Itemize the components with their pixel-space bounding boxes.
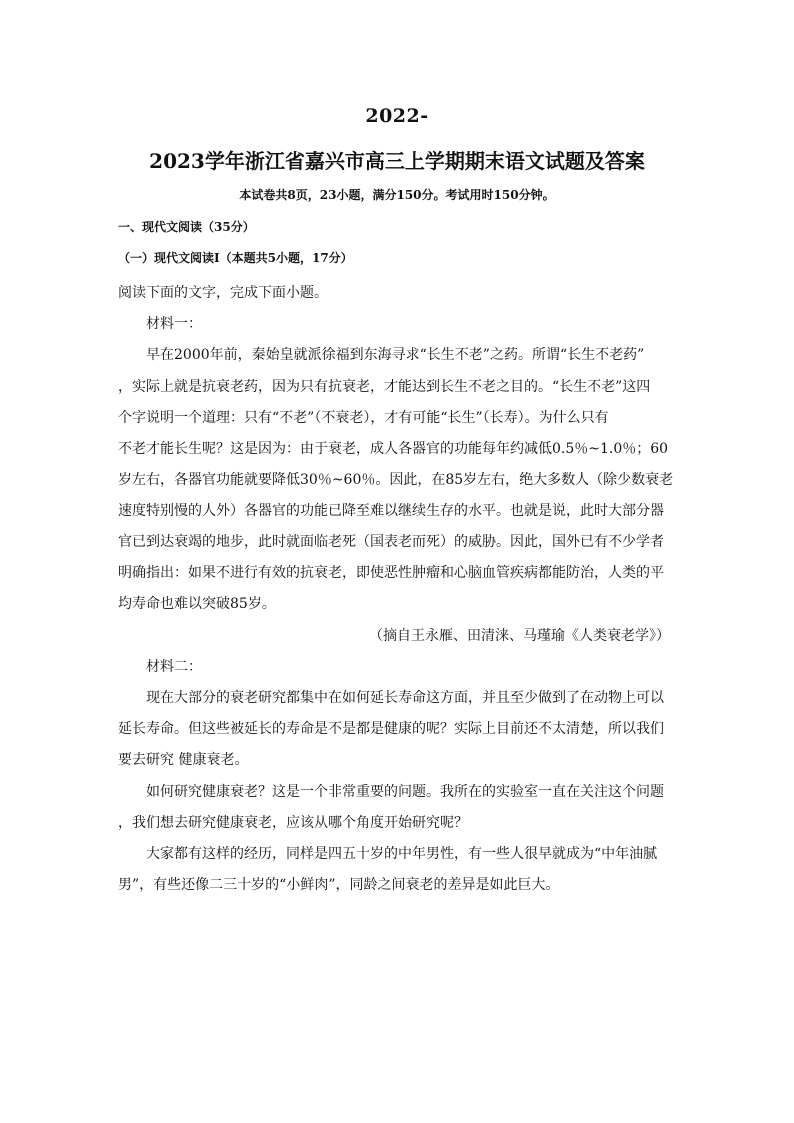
material2-line: 延长寿命。但这些被延长的寿命是不是都是健康的呢？实际上目前还不太清楚，所以我们	[118, 721, 664, 737]
material2-line: 男”，有些还像二三十岁的“小鲜肉”，同龄之间衰老的差异是如此巨大。	[118, 877, 560, 893]
material1-line: 均寿命也难以突破85岁。	[118, 596, 276, 612]
material2-line: 要去研究 健康衰老。	[118, 752, 249, 768]
material1-line: 不老才能长生呢？这是因为：由于衰老，成人各器官的功能每年约减低0.5％~1.0％；60	[118, 441, 669, 457]
material1-label: 材料一：	[146, 316, 202, 332]
material1-line: 早在2000年前，秦始皇就派徐福到东海寻求“长生不老”之药。所谓“长生不老药”	[146, 347, 645, 363]
material1-line: 个字说明一个道理：只有“不老”（不衰老），才有可能“长生”（长寿）。为什么只有	[118, 410, 609, 426]
material1-line: 明确指出：如果不进行有效的抗衰老，即使恶性肿瘤和心脑血管疾病都能防治，人类的平	[118, 565, 664, 581]
instruction-text: 阅读下面的文字，完成下面小题。	[118, 285, 328, 301]
exam-intro: 本试卷共8页，23小题，满分150分。考试用时150分钟。	[239, 188, 555, 202]
material1-line: 速度特别慢的人外）各器官的功能已降至难以继续生存的水平。也就是说，此时大部分器	[118, 503, 664, 519]
material2-line: 现在大部分的衰老研究都集中在如何延长寿命这方面，并且至少做到了在动物上可以	[146, 690, 664, 706]
material1-source: （摘自王永雁、田清涞、马瑾瑜《人类衰老学》）	[369, 628, 670, 644]
subsection-heading: （一）现代文阅读I（本题共5小题，17分）	[118, 251, 353, 265]
material1-line: ，实际上就是抗衰老药，因为只有抗衰老，才能达到长生不老之目的。“长生不老”这四	[118, 379, 651, 395]
material2-line: ，我们想去研究健康衰老，应该从哪个角度开始研究呢？	[118, 815, 468, 831]
material2-line: 大家都有这样的经历，同样是四五十岁的中年男性，有一些人很早就成为“中年油腻	[146, 846, 658, 862]
section-heading: 一、现代文阅读（35分）	[118, 220, 255, 234]
material2-label: 材料二：	[146, 659, 202, 675]
material2-line: 如何研究健康衰老？这是一个非常重要的问题。我所在的实验室一直在关注这个问题	[146, 784, 664, 800]
material1-line: 岁左右，各器官功能就要降低30％~60％。因此，在85岁左右，绝大多数人（除少数衰老	[118, 472, 674, 488]
material1-line: 官已到达衰竭的地步，此时就面临老死（国表老而死）的威胁。因此，国外已有不少学者	[118, 534, 664, 550]
title-line-1: 2022-	[365, 105, 429, 127]
title-line-2: 2023学年浙江省嘉兴市高三上学期期末语文试题及答案	[149, 149, 645, 173]
